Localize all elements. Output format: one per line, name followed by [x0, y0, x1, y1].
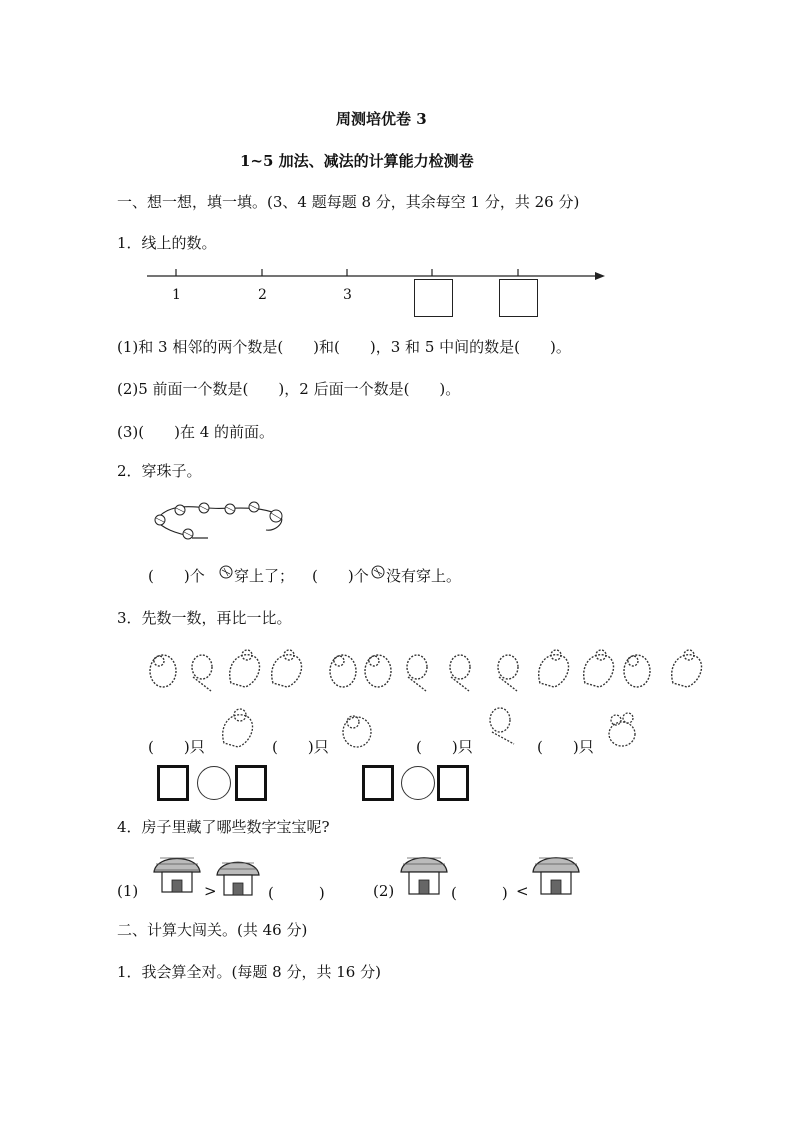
house-icon	[150, 850, 204, 896]
q2-blank2[interactable]: ( )个	[312, 567, 369, 585]
q4-label: 4．房子里藏了哪些数字宝宝呢?	[117, 818, 330, 836]
compare-box-left-1[interactable]	[157, 765, 189, 801]
number-line	[145, 264, 615, 294]
q3-label: 3．先数一数，再比一比。	[117, 609, 292, 627]
q4-part2-blank[interactable]: ( )	[451, 884, 508, 902]
q3-count-squirrel[interactable]: ( )只	[148, 738, 205, 756]
q4-part1-operator: >	[204, 882, 217, 900]
squirrel-icon	[218, 705, 258, 749]
bead-icon	[371, 565, 385, 579]
q4-part2-operator: <	[516, 882, 529, 900]
house-icon	[214, 855, 262, 899]
compare-circle-1[interactable]	[197, 766, 231, 800]
q1-sub3: (3)( )在 4 的前面。	[117, 423, 275, 441]
compare-box-left-2[interactable]	[362, 765, 394, 801]
bead-icon	[219, 565, 233, 579]
q2-text2: 没有穿上。	[386, 567, 462, 585]
q3-count-mouse[interactable]: ( )只	[537, 738, 594, 756]
q1-label: 1．线上的数。	[117, 234, 217, 252]
compare-box-right-1[interactable]	[235, 765, 267, 801]
page-title: 周测培优卷 3	[336, 110, 427, 128]
animals-row-illustration	[145, 643, 710, 695]
numberline-answer-box-5[interactable]	[499, 279, 538, 317]
q4-part1-label: (1)	[117, 882, 139, 900]
compare-box-right-2[interactable]	[437, 765, 469, 801]
monkey-icon	[484, 704, 522, 746]
q2-label: 2．穿珠子。	[117, 462, 202, 480]
page-subtitle: 1~5 加法、减法的计算能力检测卷	[240, 152, 474, 170]
compare-circle-2[interactable]	[401, 766, 435, 800]
numberline-label-2: 2	[258, 287, 267, 303]
numberline-label-1: 1	[172, 287, 181, 303]
house-icon	[530, 850, 582, 898]
section1-heading: 一、想一想，填一填。(3、4 题每题 8 分，其余每空 1 分，共 26 分)	[117, 193, 580, 211]
numberline-label-3: 3	[343, 287, 352, 303]
chick-icon	[337, 708, 377, 750]
q3-count-chick[interactable]: ( )只	[272, 738, 329, 756]
section2-heading: 二、计算大闯关。(共 46 分)	[117, 921, 308, 939]
mouse-icon	[604, 708, 642, 750]
numberline-answer-box-4[interactable]	[414, 279, 453, 317]
bead-string-illustration	[148, 498, 293, 546]
q1-sub2: (2)5 前面一个数是( )，2 后面一个数是( )。	[117, 380, 461, 398]
q1-sub1: (1)和 3 相邻的两个数是( )和( )，3 和 5 中间的数是( )。	[117, 338, 571, 356]
house-icon	[398, 850, 450, 898]
q2-text1: 穿上了；	[234, 567, 295, 585]
q3-count-monkey[interactable]: ( )只	[416, 738, 473, 756]
q4-part1-blank[interactable]: ( )	[268, 884, 325, 902]
section2-q1-label: 1．我会算全对。(每题 8 分，共 16 分)	[117, 963, 381, 981]
q2-blank1[interactable]: ( )个	[148, 567, 205, 585]
q4-part2-label: (2)	[373, 882, 395, 900]
